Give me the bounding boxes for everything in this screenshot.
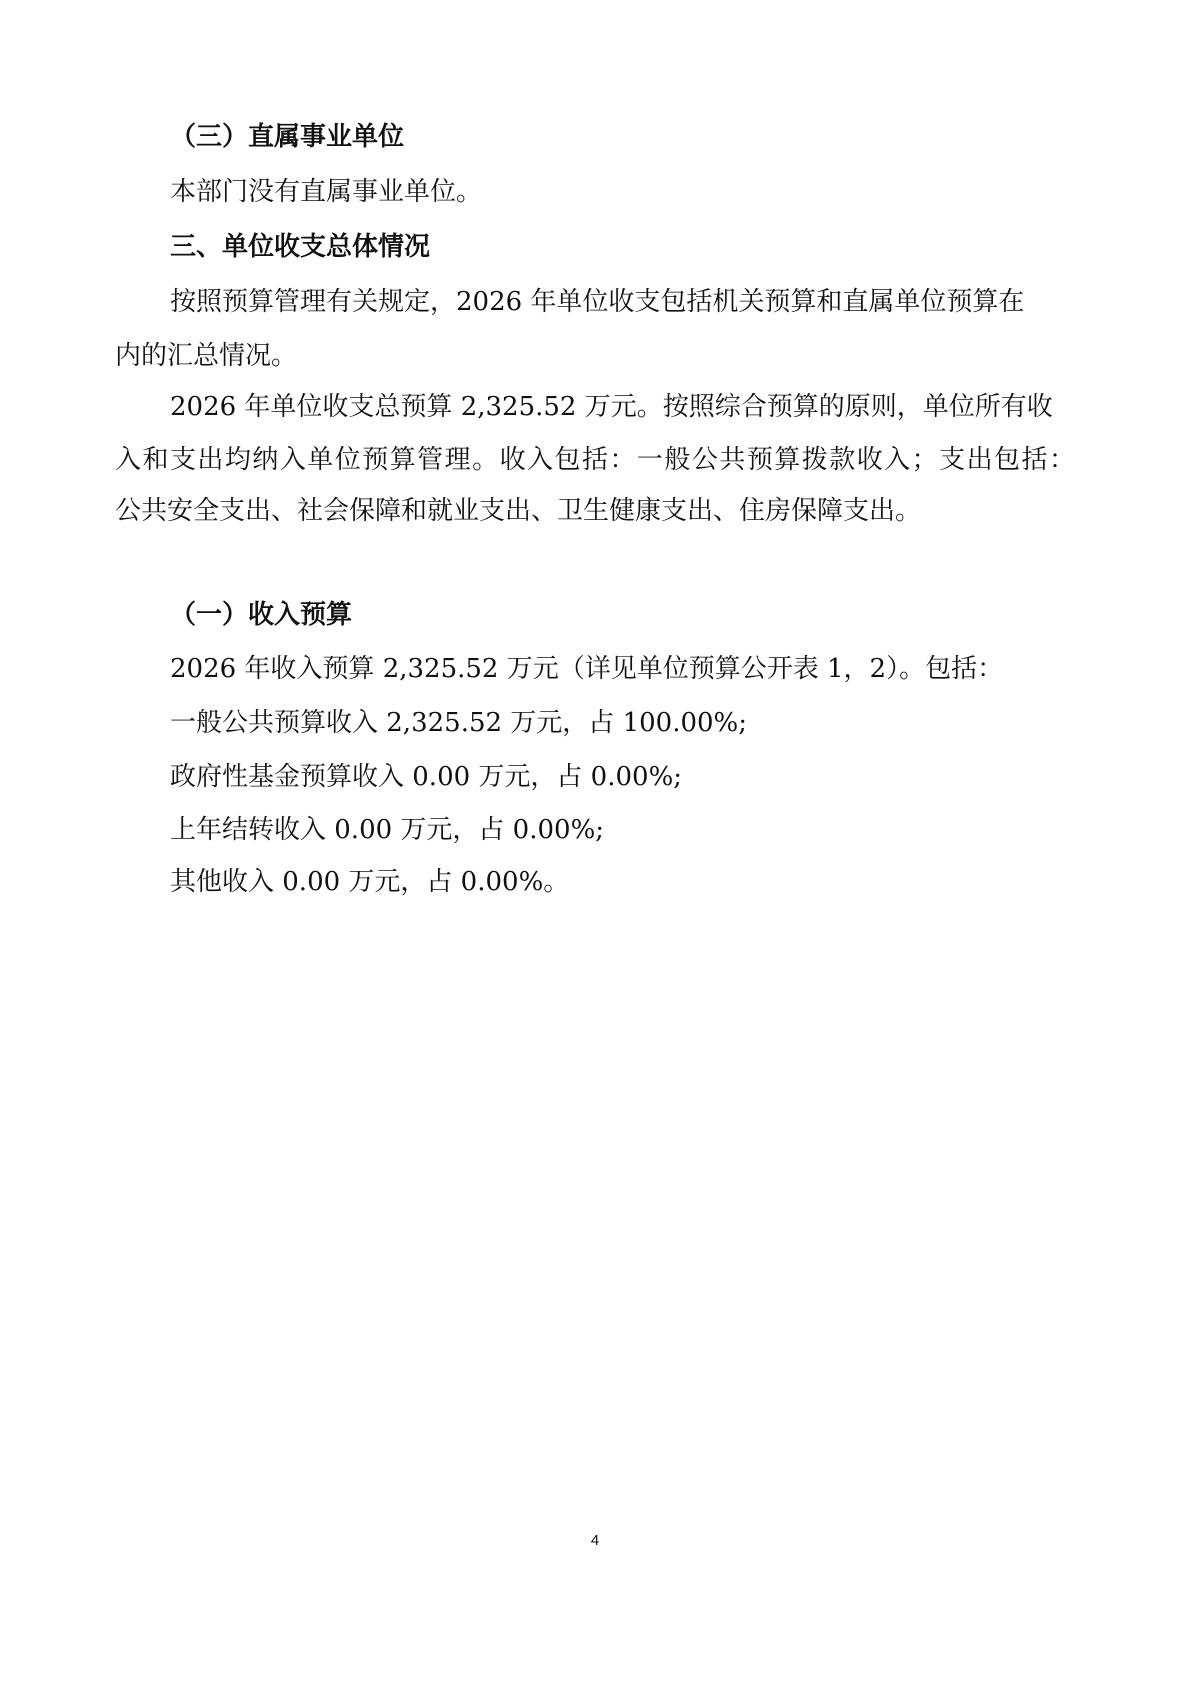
paragraph-budget-rules-line-2: 内的汇总情况。 <box>115 341 298 371</box>
paragraph-income-intro: 2026 年收入预算 2,325.52 万元（详见单位预算公开表 1，2）。包括： <box>170 654 1004 684</box>
income-item-general-public: 一般公共预算收入 2,325.52 万元，占 100.00%; <box>170 708 748 738</box>
page-number: 4 <box>590 1532 600 1549</box>
paragraph-total-budget-line-1: 2026 年单位收支总预算 2,325.52 万元。按照综合预算的原则，单位所有收 <box>170 392 1053 422</box>
paragraph-total-budget-line-2: 入和支出均纳入单位预算管理。收入包括：一般公共预算拨款收入；支出包括： <box>115 445 1075 475</box>
paragraph-no-affiliated-units: 本部门没有直属事业单位。 <box>170 177 483 207</box>
paragraph-budget-rules-line-1: 按照预算管理有关规定，2026 年单位收支包括机关预算和直属单位预算在 <box>170 287 1025 317</box>
paragraph-total-budget-line-3: 公共安全支出、社会保障和就业支出、卫生健康支出、住房保障支出。 <box>115 496 922 526</box>
section-title-overall-budget: 三、单位收支总体情况 <box>170 232 431 262</box>
income-item-government-fund: 政府性基金预算收入 0.00 万元，占 0.00%; <box>170 762 683 792</box>
subsection-title-affiliated-units: （三）直属事业单位 <box>170 122 405 152</box>
income-item-carryover: 上年结转收入 0.00 万元，占 0.00%; <box>170 815 605 845</box>
income-item-other: 其他收入 0.00 万元，占 0.00%。 <box>170 867 570 897</box>
subsection-title-income-budget: （一）收入预算 <box>170 600 353 630</box>
